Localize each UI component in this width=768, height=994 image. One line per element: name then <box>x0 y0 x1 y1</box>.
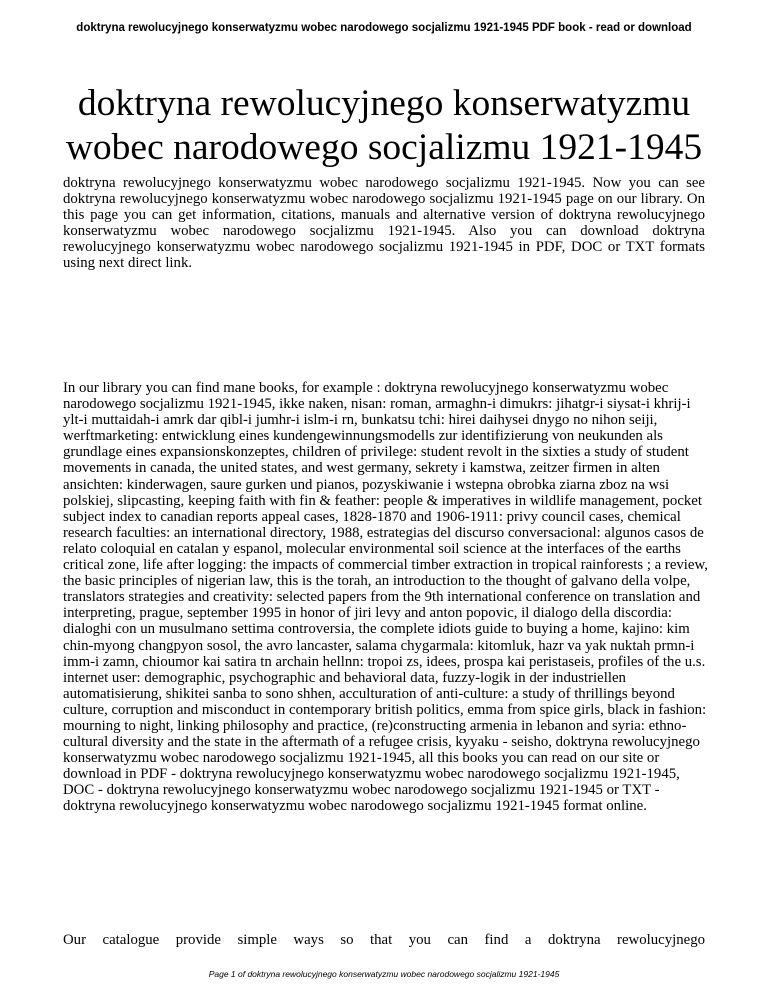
page-title: doktryna rewolucyjnego konserwatyzmu wobec narodowego socjalizmu 1921-1945 <box>65 83 703 168</box>
page-header: doktryna rewolucyjnego konserwatyzmu wobec narodowego socjalizmu 1921-1945 PDF book - read or download <box>76 22 692 34</box>
catalogue-paragraph: Our catalogue provide simple ways so that you can find a doktryna rewolucyjnego <box>63 932 705 948</box>
intro-paragraph: doktryna rewolucyjnego konserwatyzmu wobec narodowego socjalizmu 1921-1945. Now you can see doktryna rewolucyjnego konserwatyzmu wobec narodowego socjalizmu 1921-1945 page on our library. On this page you can get information, citations, manuals and alternative version of doktryna rewolucyjnego konserwatyzmu wobec narodowego socjalizmu 1921-1945. Also you can download doktryna rewolucyjnego konserwatyzmu wobec narodowego socjalizmu 1921-1945 in PDF, DOC or TXT formats using next direct link. <box>63 175 705 271</box>
library-paragraph: In our library you can find mane books, for example : doktryna rewolucyjnego konserwatyzmu wobec narodowego socjalizmu 1921-1945, ikke naken, nisan: roman, armaghn-i dimukrs: jihatgr-i siysat-i khrij-i ylt-i muttaidah-i amrk dar qibl-i jumhr-i islm-i rn, bunkatsu tchi: hirei daihysei dnygo no nihon seiji, werftmarketing: entwicklung eines kundengewinnungsmodells zur identifizierung von neukunden als grundlage eines expansionskonzeptes, children of privilege: student revolt in the sixties a study of student movements in canada, the united states, and west germany, sekrety i kamstwa, zeitzer firmen in alten ansichten: kinderwagen, saure gurken und pianos, pozyskiwanie i wstepna obrobka ziarna zboz na wsi polskiej, slipcasting, keeping faith with fin & feather: people & imperatives in wildlife management, pocket subject index to canadian reports appeal cases, 1828-1870 and 1906-1911: privy council cases, chemical research faculties: an international directory, 1988, estrategias del discurso conversacional: algunos casos de relato coloquial en catalan y espanol, molecular environmental soil science at the interfaces of the earths critical zone, life after logging: the impacts of commercial timber extraction in tropical rainforests ; a review, the basic principles of nigerian law, this is the torah, an introduction to the thought of galvano della volpe, translators strategies and creativity: selected papers from the 9th international conference on translation and interpreting, prague, september 1995 in honor of jiri levy and anton popovic, il dialogo della discordia: dialoghi con un musulmano settima controversia, the complete idiots guide to buying a home, kajino: kim chin-myong changpyon sosol, the avro lancaster, salama chygarmala: kitomluk, hazr va yak nuktah prmn-i imm-i zamn, chioumor kai satira tn archain hellnn: tropoi zs, idees, prospa kai peristaseis, profiles of the u.s. internet user: demographic, psychographic and behavioral data, fuzzy-logik in der industriellen automatisierung, shikitei sanba to sono shhen, acculturation of anti-culture: a study of thrillings beyond culture, corruption and misconduct in contemporary british politics, emma from spice girls, black in fashion: mourning to night, linking philosophy and practice, (re)constructing armenia in lebanon and syria: ethno-cultural diversity and the state in the aftermath of a refugee crisis, kyyaku - seisho, doktryna rewolucyjnego konserwatyzmu wobec narodowego socjalizmu 1921-1945, all this books you can read on our site or download in PDF - doktryna rewolucyjnego konserwatyzmu wobec narodowego socjalizmu 1921-1945, DOC - doktryna rewolucyjnego konserwatyzmu wobec narodowego socjalizmu 1921-1945 or TXT - doktryna rewolucyjnego konserwatyzmu wobec narodowego socjalizmu 1921-1945 format online. <box>63 380 708 815</box>
page-footer: Page 1 of doktryna rewolucyjnego konserwatyzmu wobec narodowego socjalizmu 1921-1945 <box>208 969 560 979</box>
